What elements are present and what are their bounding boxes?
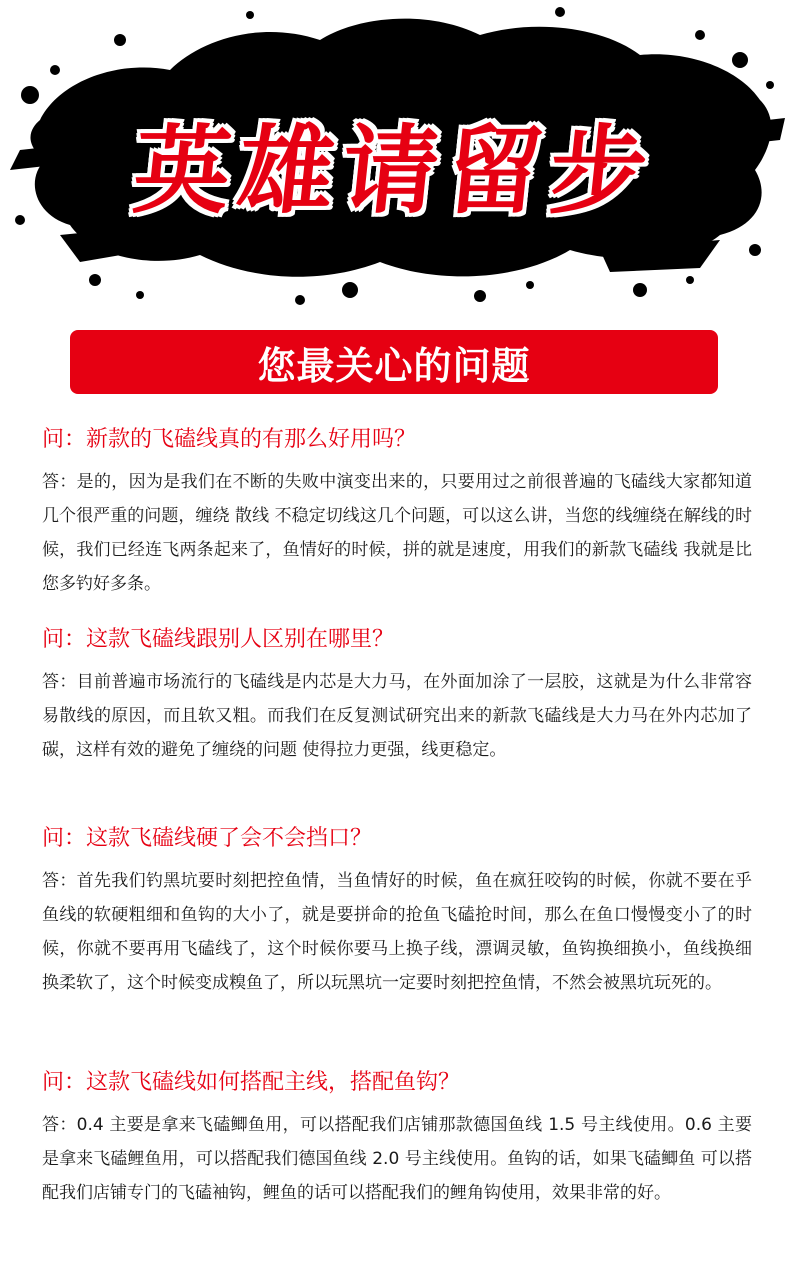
faq-question: 问：这款飞磕线跟别人区别在哪里？ bbox=[42, 627, 395, 652]
faq-answer: 答：首先我们钓黑坑要时刻把控鱼情，当鱼情好的时候，鱼在疯狂咬钩的时候，你就不要在乎鱼线的软硬粗细和鱼钩的大小了，就是要拼命的抢鱼飞磕抢时间，那么在鱼口慢慢变小了的时候，你就不要再用飞磕线了，这个时候你要马上换子线，漂调灵敏，鱼钩换细换小，鱼线换细换柔软了，这个时候变成糗鱼了，所以玩黑坑一定要时刻把控鱼情，不然会被黑坑玩死的。 bbox=[42, 871, 752, 993]
section-banner-label: 您最关心的问题 bbox=[257, 343, 531, 388]
faq-answer: 答：是的，因为是我们在不断的失败中演变出来的，只要用过之前很普遍的飞磕线大家都知道几个很严重的问题，缠绕 散线 不稳定切线这几个问题，可以这么讲，当您的线缠绕在解线的时候，我们已经连飞两条起来了，鱼情好的时候，拼的就是速度，用我们的新款飞磕线 我就是比您多钓好多条。 bbox=[42, 472, 752, 594]
faq-item-1 bbox=[42, 425, 752, 601]
hero-header bbox=[0, 0, 790, 320]
hero-title: 英雄请留步 bbox=[128, 114, 661, 227]
section-banner bbox=[70, 330, 718, 394]
faq-question: 问：这款飞磕线硬了会不会挡口？ bbox=[42, 826, 373, 851]
faq-item-2 bbox=[42, 625, 752, 767]
faq-question: 问：这款飞磕线如何搭配主线，搭配鱼钩？ bbox=[42, 1070, 461, 1095]
faq-item-4 bbox=[42, 1068, 752, 1210]
faq-answer: 答：目前普遍市场流行的飞磕线是内芯是大力马，在外面加涂了一层胶，这就是为什么非常容易散线的原因，而且软又粗。而我们在反复测试研究出来的新款飞磕线是大力马在外内芯加了碳，这样有效的避免了缠绕的问题 使得拉力更强，线更稳定。 bbox=[42, 672, 752, 760]
faq-answer: 答：0.4 主要是拿来飞磕鲫鱼用，可以搭配我们店铺那款德国鱼线 1.5 号主线使用。0.6 主要是拿来飞磕鲤鱼用，可以搭配我们德国鱼线 2.0 号主线使用。鱼钩的话，如果飞磕鲫鱼 可以搭配我们店铺专门的飞磕袖钩，鲤鱼的话可以搭配我们的鲤角钩使用，效果非常的好。 bbox=[42, 1115, 752, 1203]
faq-item-3 bbox=[42, 824, 752, 1000]
faq-question: 问：新款的飞磕线真的有那么好用吗？ bbox=[42, 427, 417, 452]
